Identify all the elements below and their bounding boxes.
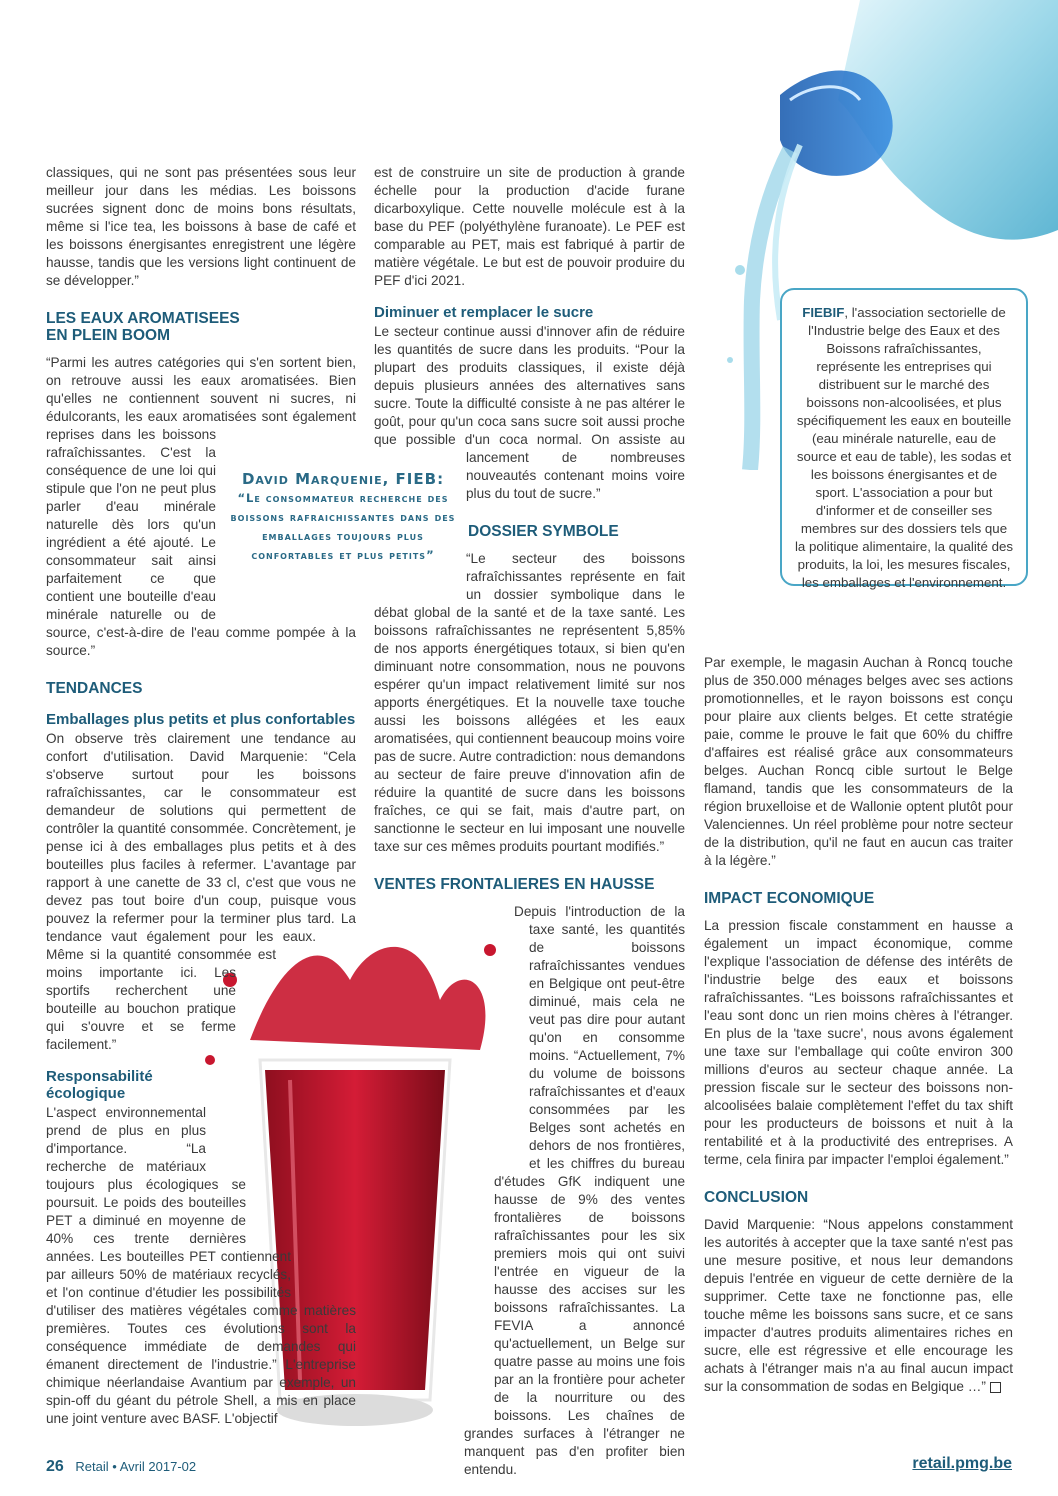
issue-date: Avril 2017-02 (119, 1459, 197, 1474)
subheading-emballages: Emballages plus petits et plus confortables (46, 711, 356, 728)
magazine-name: Retail (75, 1459, 109, 1474)
section-heading-tendances: TENDANCES (46, 680, 143, 697)
paragraph (704, 1216, 1013, 1396)
paragraph: “Le secteur des boissons rafraîchissantes représente en fait un dossier symbolique dans le débat global de la santé et de la taxe santé. Les boissons rafraîchissantes ne représentent 5,85% de nos apports énergétiques totaux, si bien qu'en diminuant notre consommation, nous ne pouvons espérer qu'un impact relativement limité sur nos apports énergétiques. Et la nouvelle taxe touche aussi les boissons allégées et les eaux aromatisées, qui contiennent beaucoup moins voire pas de sucre. Autre contradiction: nous demandons au secteur de faire preuve d'innovation afin de réduire la quantité de sucre dans les boissons fraîches, ce qui se fait, mais d'autre part, on sanctionne le secteur en lui imposant une nouvelle taxe sur ces mêmes produits pourtant modifiés.” (374, 551, 685, 854)
section-heading-conclusion: CONCLUSION (704, 1189, 809, 1206)
footer-left (46, 1458, 196, 1476)
section-heading-ventes: VENTES FRONTALIERES EN HAUSSE (374, 876, 655, 893)
pull-quote-text: “Le consommateur recherche des boissons rafraichissantes dans des emballages toujours plus confortables et plus petits” (230, 491, 456, 562)
paragraph: La pression fiscale constamment en hausse a également un impact économique, comme l'explique l'association de défense des intérêts de l'industrie belge des eaux et boissons rafraîchissantes. “Les boissons rafraîchissantes et l'eau sont donc un rien moins chères à l'étranger. En plus de la 'taxe sucre', nous avons également une taxe sur l'emballage qui coûte environ 300 millions d'euros au secteur chaque année. La pression fiscale sur le secteur des boissons non-alcoolisées balaie complètement l'effet du tax shift pour les producteurs de boissons et nuit à la rentabilité et à la productivité des entreprises. A terme, cela finira par impacter l'emploi également.” (704, 918, 1013, 1167)
footer-bullet: • (112, 1459, 120, 1474)
paragraph: Par exemple, le magasin Auchan à Roncq touche plus de 350.000 ménages belges avec ses actions promotionnelles, et le rayon boissons est conçu pour plaire aux clients belges. Et cette stratégie paie, comme le prouve le fait que 60% du chiffre d'affaires est réalisé grâce aux consommateurs belges. Auchan Roncq cible surtout le Belge flamand, tandis que les consommateurs de la région bruxelloise et de Wallonie optent plutôt pour Valenciennes. Un réel problème pour notre secteur de la distribution, qu'il ne faut en aucun cas traiter à la légère.” (704, 655, 1013, 868)
page-number: 26 (46, 1458, 64, 1475)
paragraph: Depuis l'introduction de la taxe santé, les quantités de boissons rafraîchissantes vendues en Belgique ont peut-être diminué, mais cela ne veut pas dire pour autant qu'on en consomme moins. “Actuellement, 7% du volume de boissons rafraîchissantes et d'eaux consommées par les Belges sont achetés en dehors de nos frontières, et les chiffres du bureau d'études GfK indiquent une hausse de 9% des ventes frontalières de boissons rafraîchissantes pour les six premiers mois qui ont suivi l'entrée en vigueur de la hausse des accises sur les boissons rafraîchissantes. La FEVIA a annoncé qu'actuellement, un Belge sur quatre passe au moins une fois par an la frontière pour acheter de la nourriture ou des boissons. Les chaînes de grandes surfaces à l'étranger ne manquent pas d'en profiter bien entendu. (464, 904, 685, 1477)
subheading-sucre: Diminuer et remplacer le sucre (374, 304, 594, 321)
paragraph: “Parmi les autres catégories qui s'en sortent bien, on retrouve aussi les eaux aromatisées. Bien qu'elles ne contiennent souvent ni sucres, ni édulcorants, les eaux aromatisées sont également reprises dans les boissons rafraîchissantes. C'est la conséquence de une loi qui stipule que l'on ne peut plus parler d'eau minérale naturelle dès lors qu'un ingrédient a été ajouté. Le consommateur sait ainsi parfaitement ce que contient une bouteille d'eau minérale naturelle ou de source, c'est-à-dire de l'eau comme pompée à la source.” (46, 355, 356, 658)
paragraph: classiques, qui ne sont pas présentées sous leur meilleur jour dans les médias. Les boissons sucrées signent donc de moins bons résultats, même si l'ice tea, les boissons à base de café et les boissons énergisantes enregistrent une légère hausse, tandis que les versions light continuent de se développer.” (46, 165, 356, 288)
section-heading-impact: IMPACT ECONOMIQUE (704, 890, 875, 907)
column-1 (46, 164, 356, 1428)
website-link[interactable]: retail.pmg.be (912, 1455, 1012, 1472)
info-box-text: , l'association sectorielle de l'Industrie belge des Eaux et des Boissons rafraîchissantes, représente les entreprises qui distribuent sur le marché des boissons non-alcoolisées, et plus spécifiquement les eaux en bouteille (eau minérale naturelle, eau de source et eau de table), les sodas et les boissons énergisantes et de sport. L'association a pour but d'informer et de conseiller ses membres sur des dossiers tels que la politique alimentaire, la qualité des produits, la loi, les mesures fiscales, les emballages et l'environnement. (794, 305, 1014, 590)
heading-line: EN PLEIN BOOM (46, 327, 171, 344)
heading-line: Responsabilité (46, 1068, 153, 1085)
paragraph: L'aspect environnemental prend de plus en plus d'importance. “La recherche de matériaux toujours plus écologiques se poursuit. Le poids des bouteilles PET a diminué en moyenne de 40% ces trente dernières années. Les bouteilles PET contiennent par ailleurs 50% de matériaux recyclés, et l'on continue d'étudier les possibilités d'utiliser des matières végétales comme matières premières. Toutes ces évolutions sont la conséquence immédiate de demandes qui émanent directement de l'industrie.” L'entreprise chimique néerlandaise Avantium par exemple, un spin-off du géant du pétrole Shell, a mis en place une joint venture avec BASF. L'objectif (46, 1105, 356, 1426)
column-3 (704, 654, 1013, 1396)
heading-line: LES EAUX AROMATISEES (46, 310, 240, 327)
end-mark-icon (990, 1382, 1001, 1393)
paragraph: est de construire un site de production à grande échelle pour la production d'acide furane dicarboxylique. Cette nouvelle molécule est à la base du PEF (polyéthylène furanoate). Le PEF est comparable au PET, mais est fabriqué à partir de matière végétale. Le but est de pouvoir produire du PEF d'ici 2021. (374, 165, 685, 288)
paragraph: On observe très clairement une tendance au confort d'utilisation. David Marquenie: “Cela s'observe surtout pour les boissons rafraîchissantes, car le consommateur est demandeur de solutions qui permettent de contrôler la quantité consommée. Concrètement, je pense ici à des emballages plus petits et à des bouteilles plus faciles à refermer. L'avantage par rapport à une canette de 33 cl, c'est que vous ne devez pas tout boire d'un coup, puisque vous pouvez la refermer pour la terminer plus tard. La tendance vaut également pour les eaux. Même si la quantité consommée est moins importante ici. Les sportifs recherchent une bouteille au bouchon pratique qui s'ouvre et se ferme facilement.” (46, 731, 356, 1052)
heading-line: écologique (46, 1085, 126, 1102)
pull-quote-author: David Marquenie, FIEB: (241, 470, 445, 488)
section-heading-eaux-aromatisees (46, 310, 356, 344)
column-2 (374, 164, 685, 1496)
conclusion-text: David Marquenie: “Nous appelons constamment les autorités à accepter que la taxe santé n'est pas une mesure positive, et nous leur demandons depuis l'entrée en vigueur de cette dernière de la supprimer. Cette taxe ne fonctionne pas, elle touche même les boissons sans sucre, et ce sans impacter d'autres produits alimentaires riches en sucre, elle est régressive et elle encourage les achats à l'étranger mais n'a au final aucun impact sur la consommation de sodas en Belgique …” (704, 1217, 1013, 1394)
section-heading-dossier: DOSSIER SYMBOLE (468, 523, 619, 540)
fiebif-info-box (780, 288, 1028, 590)
paragraph: Le secteur continue aussi d'innover afin de réduire les quantités de sucre dans les produits. “Pour la plupart des produits classiques, il existe déjà depuis plusieurs années des alternatives sans sucre. Toute la difficulté consiste à ne pas altérer le goût, pour qu'un coca sans sucre soit aussi proche que possible d'un coca normal. On assiste au lancement de nombreuses nouveautés contenant moins voire plus du tout de sucre.” (374, 324, 685, 501)
info-box-bold-label: FIEBIF (802, 305, 845, 320)
subheading-responsabilite (46, 1068, 356, 1102)
